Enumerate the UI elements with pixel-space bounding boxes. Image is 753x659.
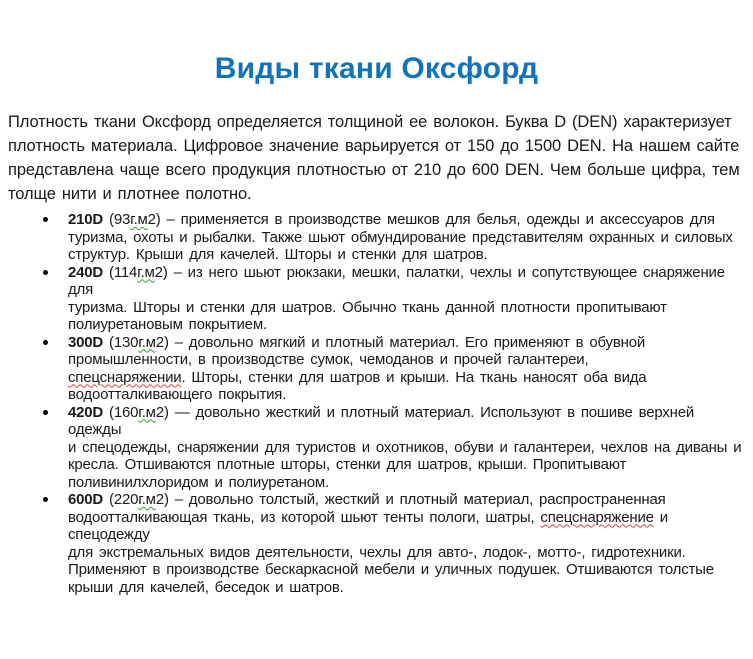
density-code: 420D [68, 403, 104, 421]
text-segment: и спецодежды, снаряжении для туристов и охотников, обуви и галантереи, чехлов на диваны и [68, 438, 742, 456]
density-code: 210D [68, 211, 104, 228]
list-item-300d [68, 334, 749, 404]
text-segment: водоотталкивающая ткань, из которой шьют тенты пологи, шатры, [68, 508, 541, 526]
text-segment: (130 [103, 333, 139, 351]
intro-line: Плотность ткани Оксфорд определяется толщиной ее волокон. Буква D (DEN) характеризует [8, 113, 732, 131]
text-segment: 2) – применяется в производстве мешков для белья, одежды и аксессуаров для [147, 211, 715, 228]
list-item-240d [68, 264, 749, 334]
list-item-600d [68, 491, 749, 596]
intro-line: толще нити и плотнее полотно. [8, 185, 252, 203]
text-segment: (220 [103, 491, 139, 508]
intro-line: представлена чаще всего продукция плотностью от 210 до 600 DEN. Чем больше цифра, тем [8, 161, 740, 179]
spellcheck-red-word: спецснаряжении [68, 368, 182, 386]
text-segment: 2) – из него шьют рюкзаки, мешки, палатки, чехлы и сопутствующее снаряжение для [68, 263, 725, 298]
text-segment: (93 [103, 211, 131, 228]
text-segment: 2) – довольно толстый, жесткий и плотный материал, распространенная [155, 491, 666, 508]
text-segment: 2) – довольно мягкий и плотный материал. Его применяют в обувной [155, 333, 646, 351]
fabric-types-list [0, 211, 753, 596]
text-segment: крыши для качелей, беседок и шатров. [68, 578, 344, 596]
density-code: 240D [68, 263, 104, 281]
spellcheck-red-word: спецснаряжение [540, 508, 654, 526]
spellcheck-green-word: г.м [130, 211, 148, 228]
document-page [0, 50, 753, 659]
spellcheck-green-word: г.м [138, 403, 156, 421]
density-code: 600D [68, 491, 104, 508]
text-segment: 2) — довольно жесткий и плотный материал. Используют в пошиве верхней одежды [68, 403, 695, 438]
text-segment: туризма, охоты и рыбалки. Также шьют обмундирование представителям охранных и силовых [68, 228, 733, 246]
intro-line: плотность материала. Цифровое значение варьируется от 150 до 1500 DEN. На нашем сайте [8, 137, 740, 155]
spellcheck-green-word: г.м [138, 491, 156, 508]
text-segment: (114 [103, 263, 138, 281]
text-segment: структур. Крыши для качелей. Шторы и стенки для шатров. [68, 246, 488, 263]
text-segment: (160 [103, 403, 139, 421]
page-title: Виды ткани Оксфорд [214, 52, 539, 85]
intro-paragraph [8, 110, 745, 206]
list-item-210d [68, 211, 749, 264]
spellcheck-green-word: г.м [137, 263, 155, 281]
text-segment: Применяют в производстве бескаркасной мебели и уличных подушек. Отшиваются толстые [68, 561, 714, 578]
text-segment: . Шторы, стенки для шатров и крыши. На ткань наносят оба вида [181, 368, 647, 386]
list-item-420d [68, 404, 749, 492]
text-segment: кресла. Отшиваются плотные шторы, стенки для шатров, крыши. Пропитывают [68, 456, 627, 473]
text-segment: водоотталкивающего покрытия. [68, 386, 287, 403]
text-segment: туризма. Шторы и стенки для шатров. Обычно ткань данной плотности пропитывают [68, 298, 667, 316]
text-segment: промышленности, в производстве сумок, чемоданов и прочей галантереи, [68, 351, 589, 368]
text-segment: и спецодежду [68, 508, 668, 543]
text-segment: для экстремальных видов деятельности, чехлы для авто-, лодок-, мотто-, гидротехники. [68, 543, 686, 561]
text-segment: полиуретановым покрытием. [68, 316, 267, 333]
spellcheck-green-word: г.м [138, 333, 156, 351]
density-code: 300D [68, 333, 104, 351]
text-segment: поливинилхлоридом и полиуретаном. [68, 473, 329, 491]
